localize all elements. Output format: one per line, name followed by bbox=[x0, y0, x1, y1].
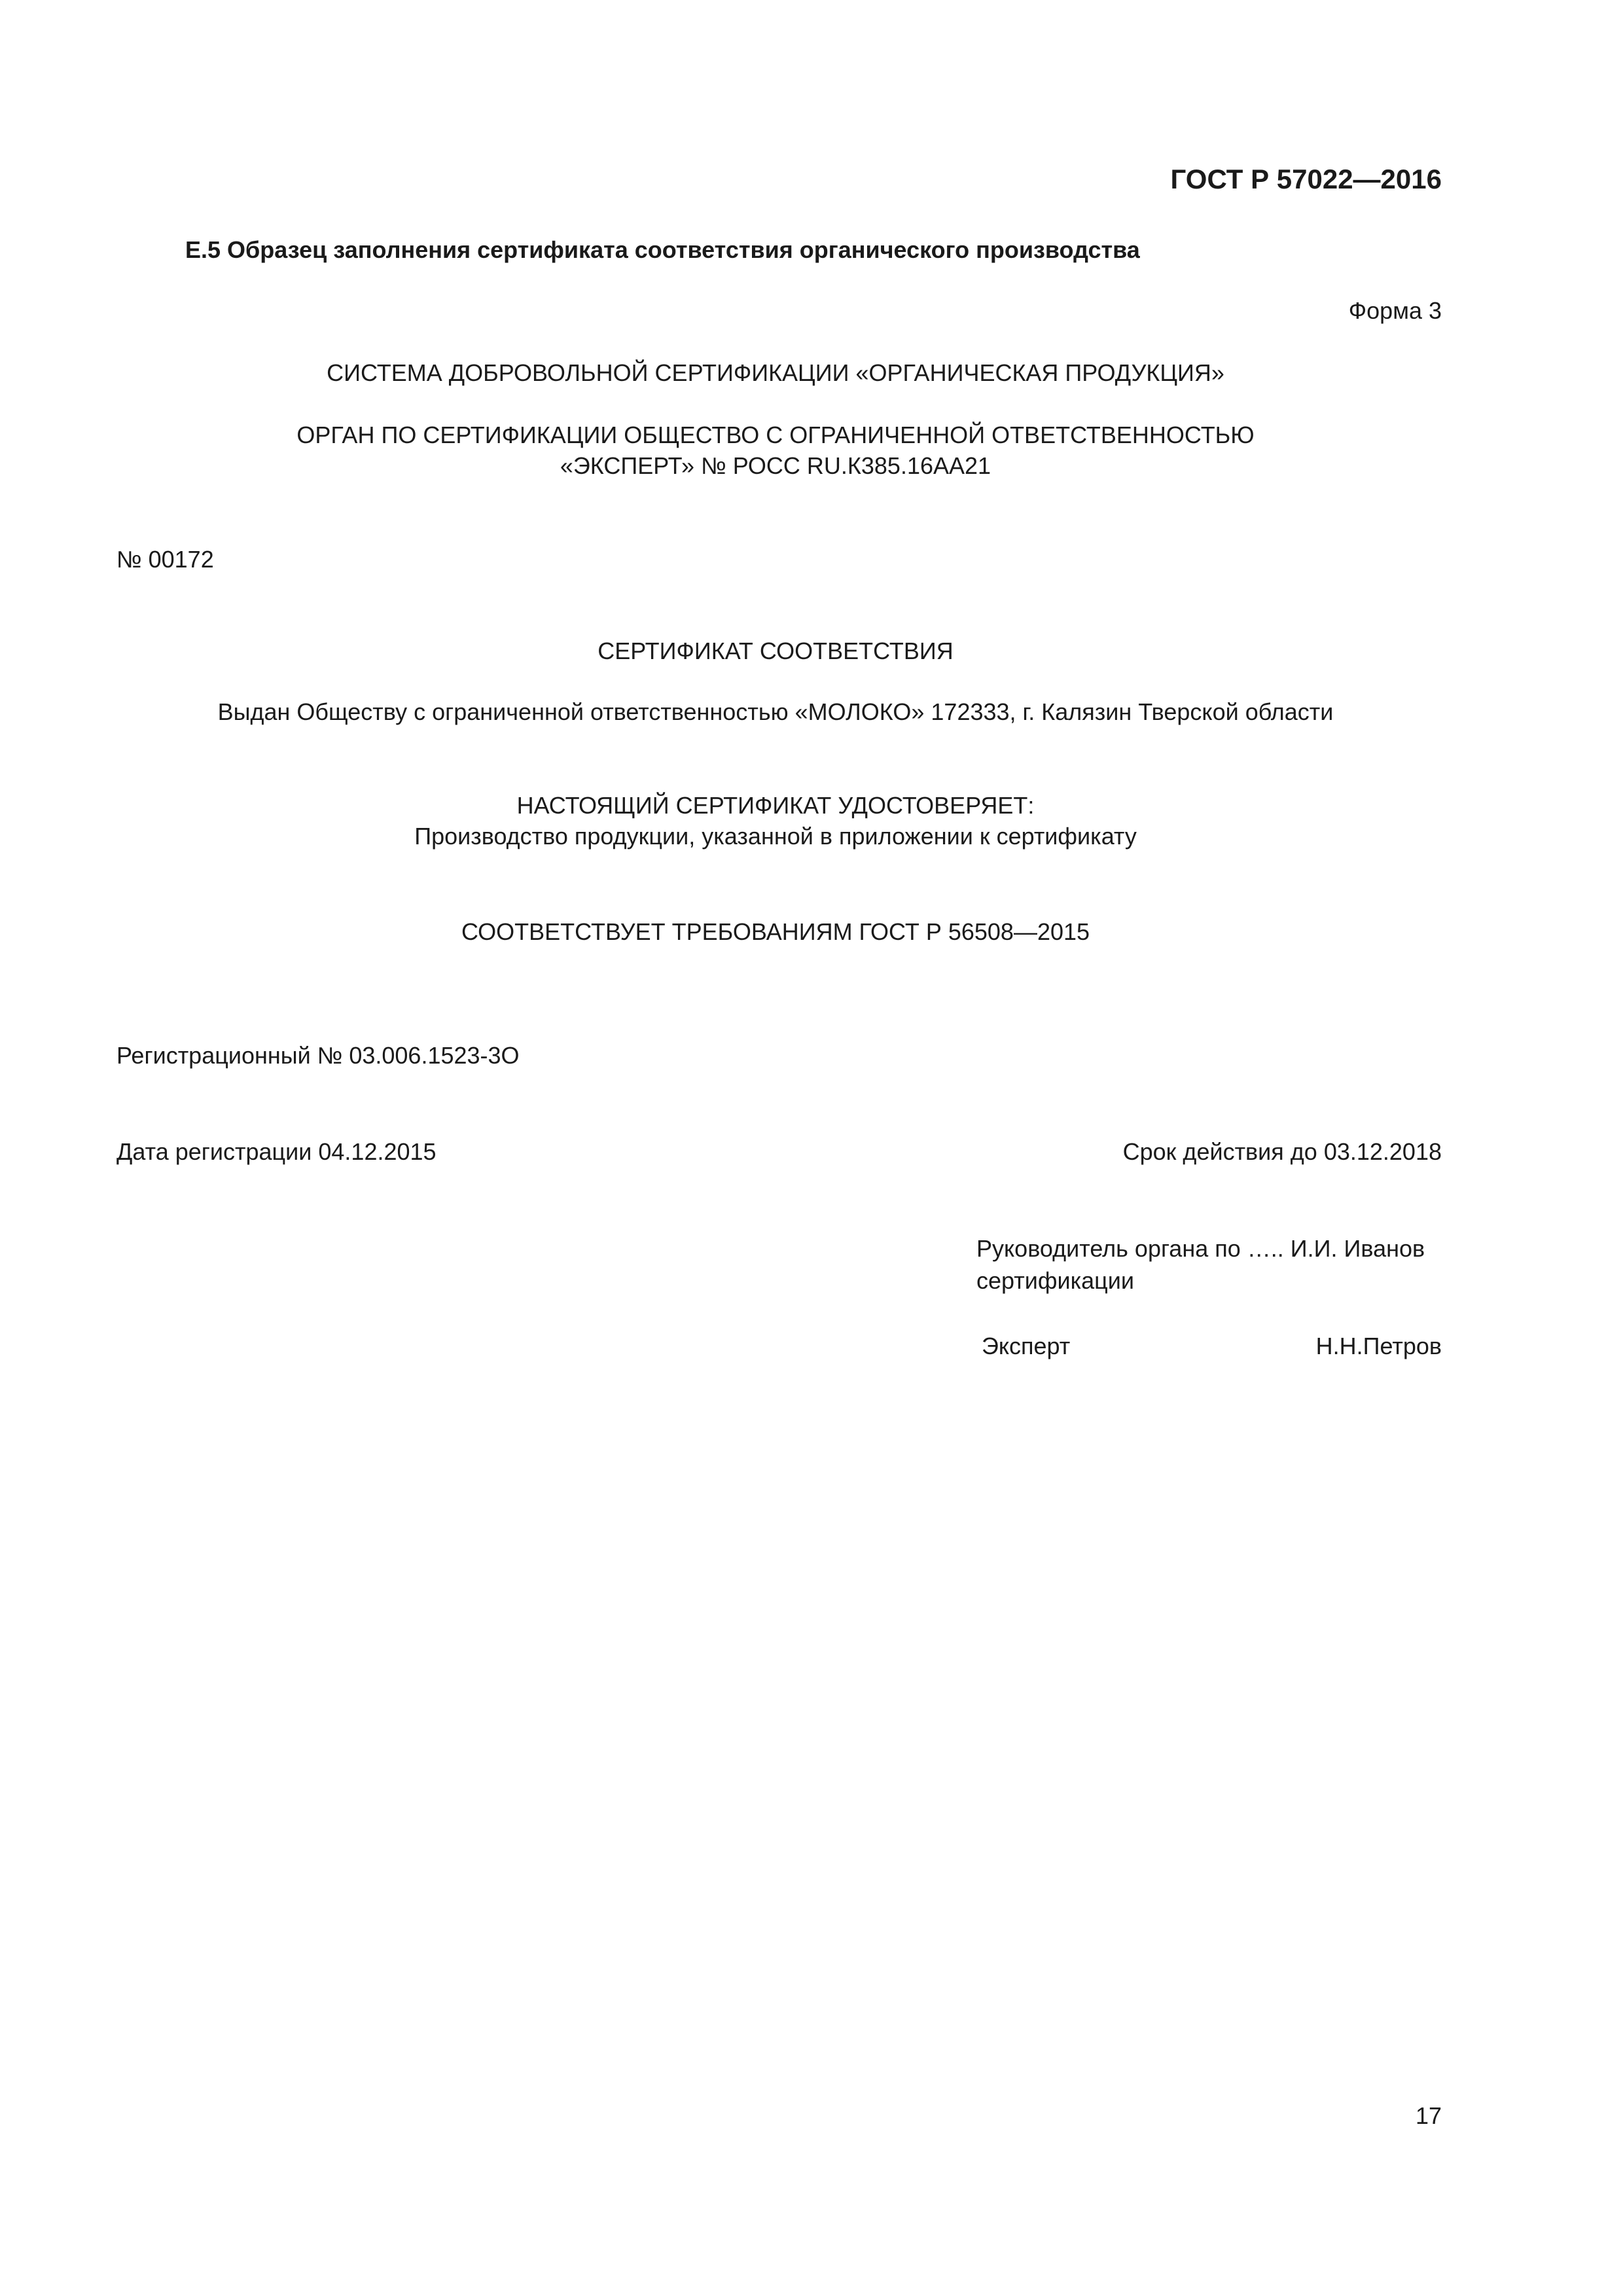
certificate-number: № 00172 bbox=[116, 546, 214, 573]
certifies-heading: НАСТОЯЩИЙ СЕРТИФИКАТ УДОСТОВЕРЯЕТ: bbox=[516, 792, 1035, 819]
form-label: Форма 3 bbox=[1348, 297, 1442, 324]
issued-to: Выдан Обществу с ограниченной ответственностью «МОЛОКО» 172333, г. Калязин Тверской области bbox=[217, 698, 1334, 725]
certification-body-line2: «ЭКСПЕРТ» № РОСС RU.К385.16АА21 bbox=[560, 452, 991, 479]
page-number: 17 bbox=[1415, 2102, 1442, 2129]
certification-system: СИСТЕМА ДОБРОВОЛЬНОЙ СЕРТИФИКАЦИИ «ОРГАНИЧЕСКАЯ ПРОДУКЦИЯ» bbox=[327, 359, 1224, 386]
head-signature-line2: сертификации bbox=[976, 1267, 1134, 1294]
expert-label: Эксперт bbox=[982, 1333, 1071, 1359]
expert-name: Н.Н.Петров bbox=[1315, 1333, 1442, 1359]
standard-code: ГОСТ Р 57022—2016 bbox=[1170, 164, 1442, 194]
valid-until: Срок действия до 03.12.2018 bbox=[1122, 1138, 1442, 1165]
certification-body-line1: ОРГАН ПО СЕРТИФИКАЦИИ ОБЩЕСТВО С ОГРАНИЧЕННОЙ ОТВЕТСТВЕННОСТЬЮ bbox=[296, 422, 1255, 448]
registration-date: Дата регистрации 04.12.2015 bbox=[116, 1138, 437, 1165]
certifies-text: Производство продукции, указанной в приложении к сертификату bbox=[414, 823, 1137, 850]
registration-number: Регистрационный № 03.006.1523-3О bbox=[116, 1042, 520, 1069]
conformity-statement: СООТВЕТСТВУЕТ ТРЕБОВАНИЯМ ГОСТ Р 56508—2015 bbox=[461, 918, 1090, 945]
certificate-title: СЕРТИФИКАТ СООТВЕТСТВИЯ bbox=[597, 637, 954, 664]
head-signature-line1: Руководитель органа по ….. И.И. Иванов bbox=[976, 1235, 1425, 1262]
section-title: Е.5 Образец заполнения сертификата соответствия органического производства bbox=[185, 236, 1140, 263]
